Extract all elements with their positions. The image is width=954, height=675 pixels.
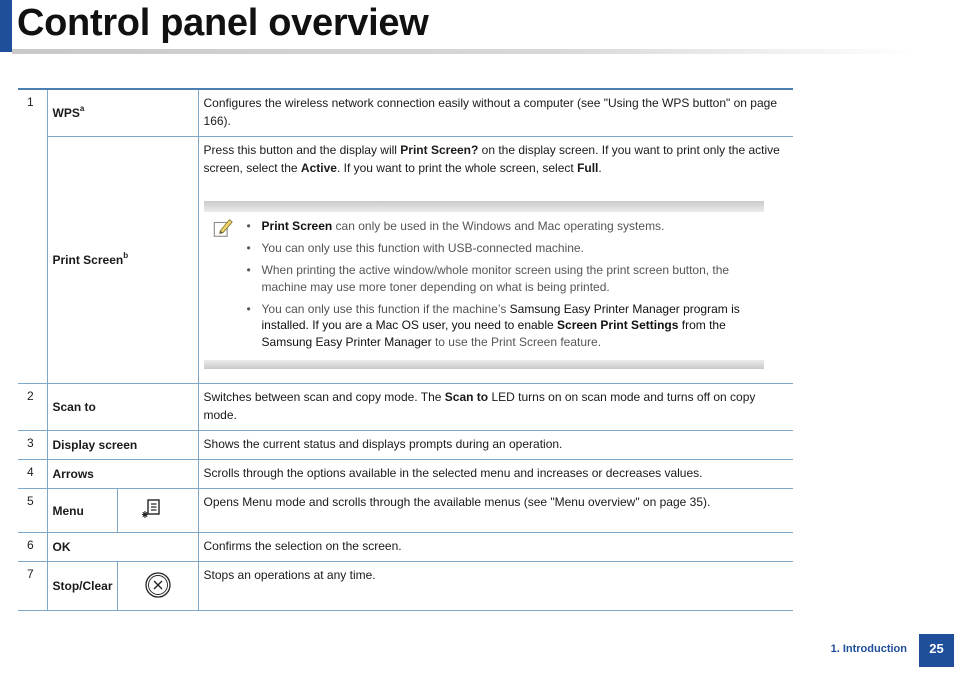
control-description: [198, 533, 793, 562]
body-text: Configures the wireless network connection easily without a computer (see "Using the WPS button" on page 166).: [203, 96, 778, 128]
control-name: OK: [47, 533, 198, 562]
table-row: [18, 137, 793, 384]
control-description: [198, 489, 793, 533]
emphasis-text: Full: [577, 161, 599, 175]
title-accent-bar: [0, 0, 12, 52]
body-text: When printing the active window/whole monitor screen using the print screen button, the machine may use more toner depending on what is being printed.: [261, 263, 730, 294]
body-text: .: [598, 161, 602, 175]
body-text: . If you want to print the whole screen, select: [336, 161, 578, 175]
footer-section-label: 1. Introduction: [830, 643, 907, 655]
row-number: 5: [18, 489, 47, 533]
menu-button-icon: [141, 497, 163, 521]
body-text: Samsung Easy Printer Manager: [261, 334, 432, 349]
body-text: Confirms the selection on the screen.: [203, 539, 402, 553]
note-list: [204, 218, 764, 350]
body-text: Press this button and the display will: [203, 143, 401, 157]
body-text: You can only use this function with USB-connected machine.: [261, 241, 584, 255]
emphasis-text: Screen Print Settings: [557, 318, 679, 332]
body-text: Samsung Easy Printer Manager program is installed. If you are a Mac OS user, you need to enable: [261, 301, 740, 332]
note-item: [262, 218, 756, 235]
control-name: Scan to: [47, 384, 198, 431]
page-title: Control panel overview: [17, 2, 429, 44]
control-description: [198, 562, 793, 611]
body-text: You can only use this function if the machine’s: [261, 301, 510, 316]
row-number: 4: [18, 460, 47, 489]
emphasis-text: Active: [300, 161, 337, 175]
row-number: 1: [18, 89, 47, 384]
row-number: 6: [18, 533, 47, 562]
note-item: [262, 301, 756, 351]
control-description: [198, 137, 793, 384]
stop-clear-button-icon: [144, 571, 172, 599]
control-name: Menu: [47, 489, 117, 533]
table-row: [18, 489, 793, 533]
emphasis-text: Scan to: [444, 390, 489, 404]
body-text: to use the Print Screen feature.: [431, 334, 602, 349]
table-row: [18, 431, 793, 460]
body-text: Switches between scan and copy mode. The: [203, 390, 445, 404]
note-item: [262, 262, 756, 295]
table-row: [18, 533, 793, 562]
body-text: can only be used in the Windows and Mac operating systems.: [332, 219, 665, 233]
print-screen-description: [204, 141, 787, 177]
table-row: [18, 460, 793, 489]
row-number: 3: [18, 431, 47, 460]
control-panel-table: [18, 88, 793, 611]
body-text: Scrolls through the options available in the selected menu and increases or decreases values.: [203, 466, 703, 480]
body-text: on the display screen. If you want to print only the active screen, select the: [203, 143, 780, 175]
row-number: 2: [18, 384, 47, 431]
note-box: [204, 201, 764, 369]
body-text: LED turns on on scan mode and turns off on copy mode.: [203, 390, 756, 422]
control-description: [198, 460, 793, 489]
emphasis-text: Print Screen?: [400, 143, 479, 157]
control-name: Print Screen$^b$: [47, 137, 198, 384]
body-text: Stops an operations at any time.: [203, 568, 376, 582]
title-underline: [12, 49, 917, 54]
table-row: [18, 384, 793, 431]
table-row: [18, 89, 793, 137]
body-text: Opens Menu mode and scrolls through the available menus (see "Menu overview" on page 35).: [203, 495, 711, 509]
control-name: Display screen: [47, 431, 198, 460]
note-pencil-icon: [212, 217, 234, 239]
body-text: from the: [678, 318, 726, 332]
control-name: Stop/Clear: [47, 562, 117, 611]
note-item: [262, 240, 756, 257]
emphasis-text: Print Screen: [261, 219, 333, 233]
row-number: 7: [18, 562, 47, 611]
body-text: Shows the current status and displays prompts during an operation.: [203, 437, 563, 451]
table-row: [18, 562, 793, 611]
control-description: [198, 89, 793, 137]
footnote-marker: a: [79, 104, 85, 113]
control-description: [198, 384, 793, 431]
page-number: 25: [919, 634, 954, 667]
footnote-marker: b: [123, 251, 129, 260]
control-name: Arrows: [47, 460, 198, 489]
control-name: WPS$^a$: [47, 89, 198, 137]
control-description: [198, 431, 793, 460]
